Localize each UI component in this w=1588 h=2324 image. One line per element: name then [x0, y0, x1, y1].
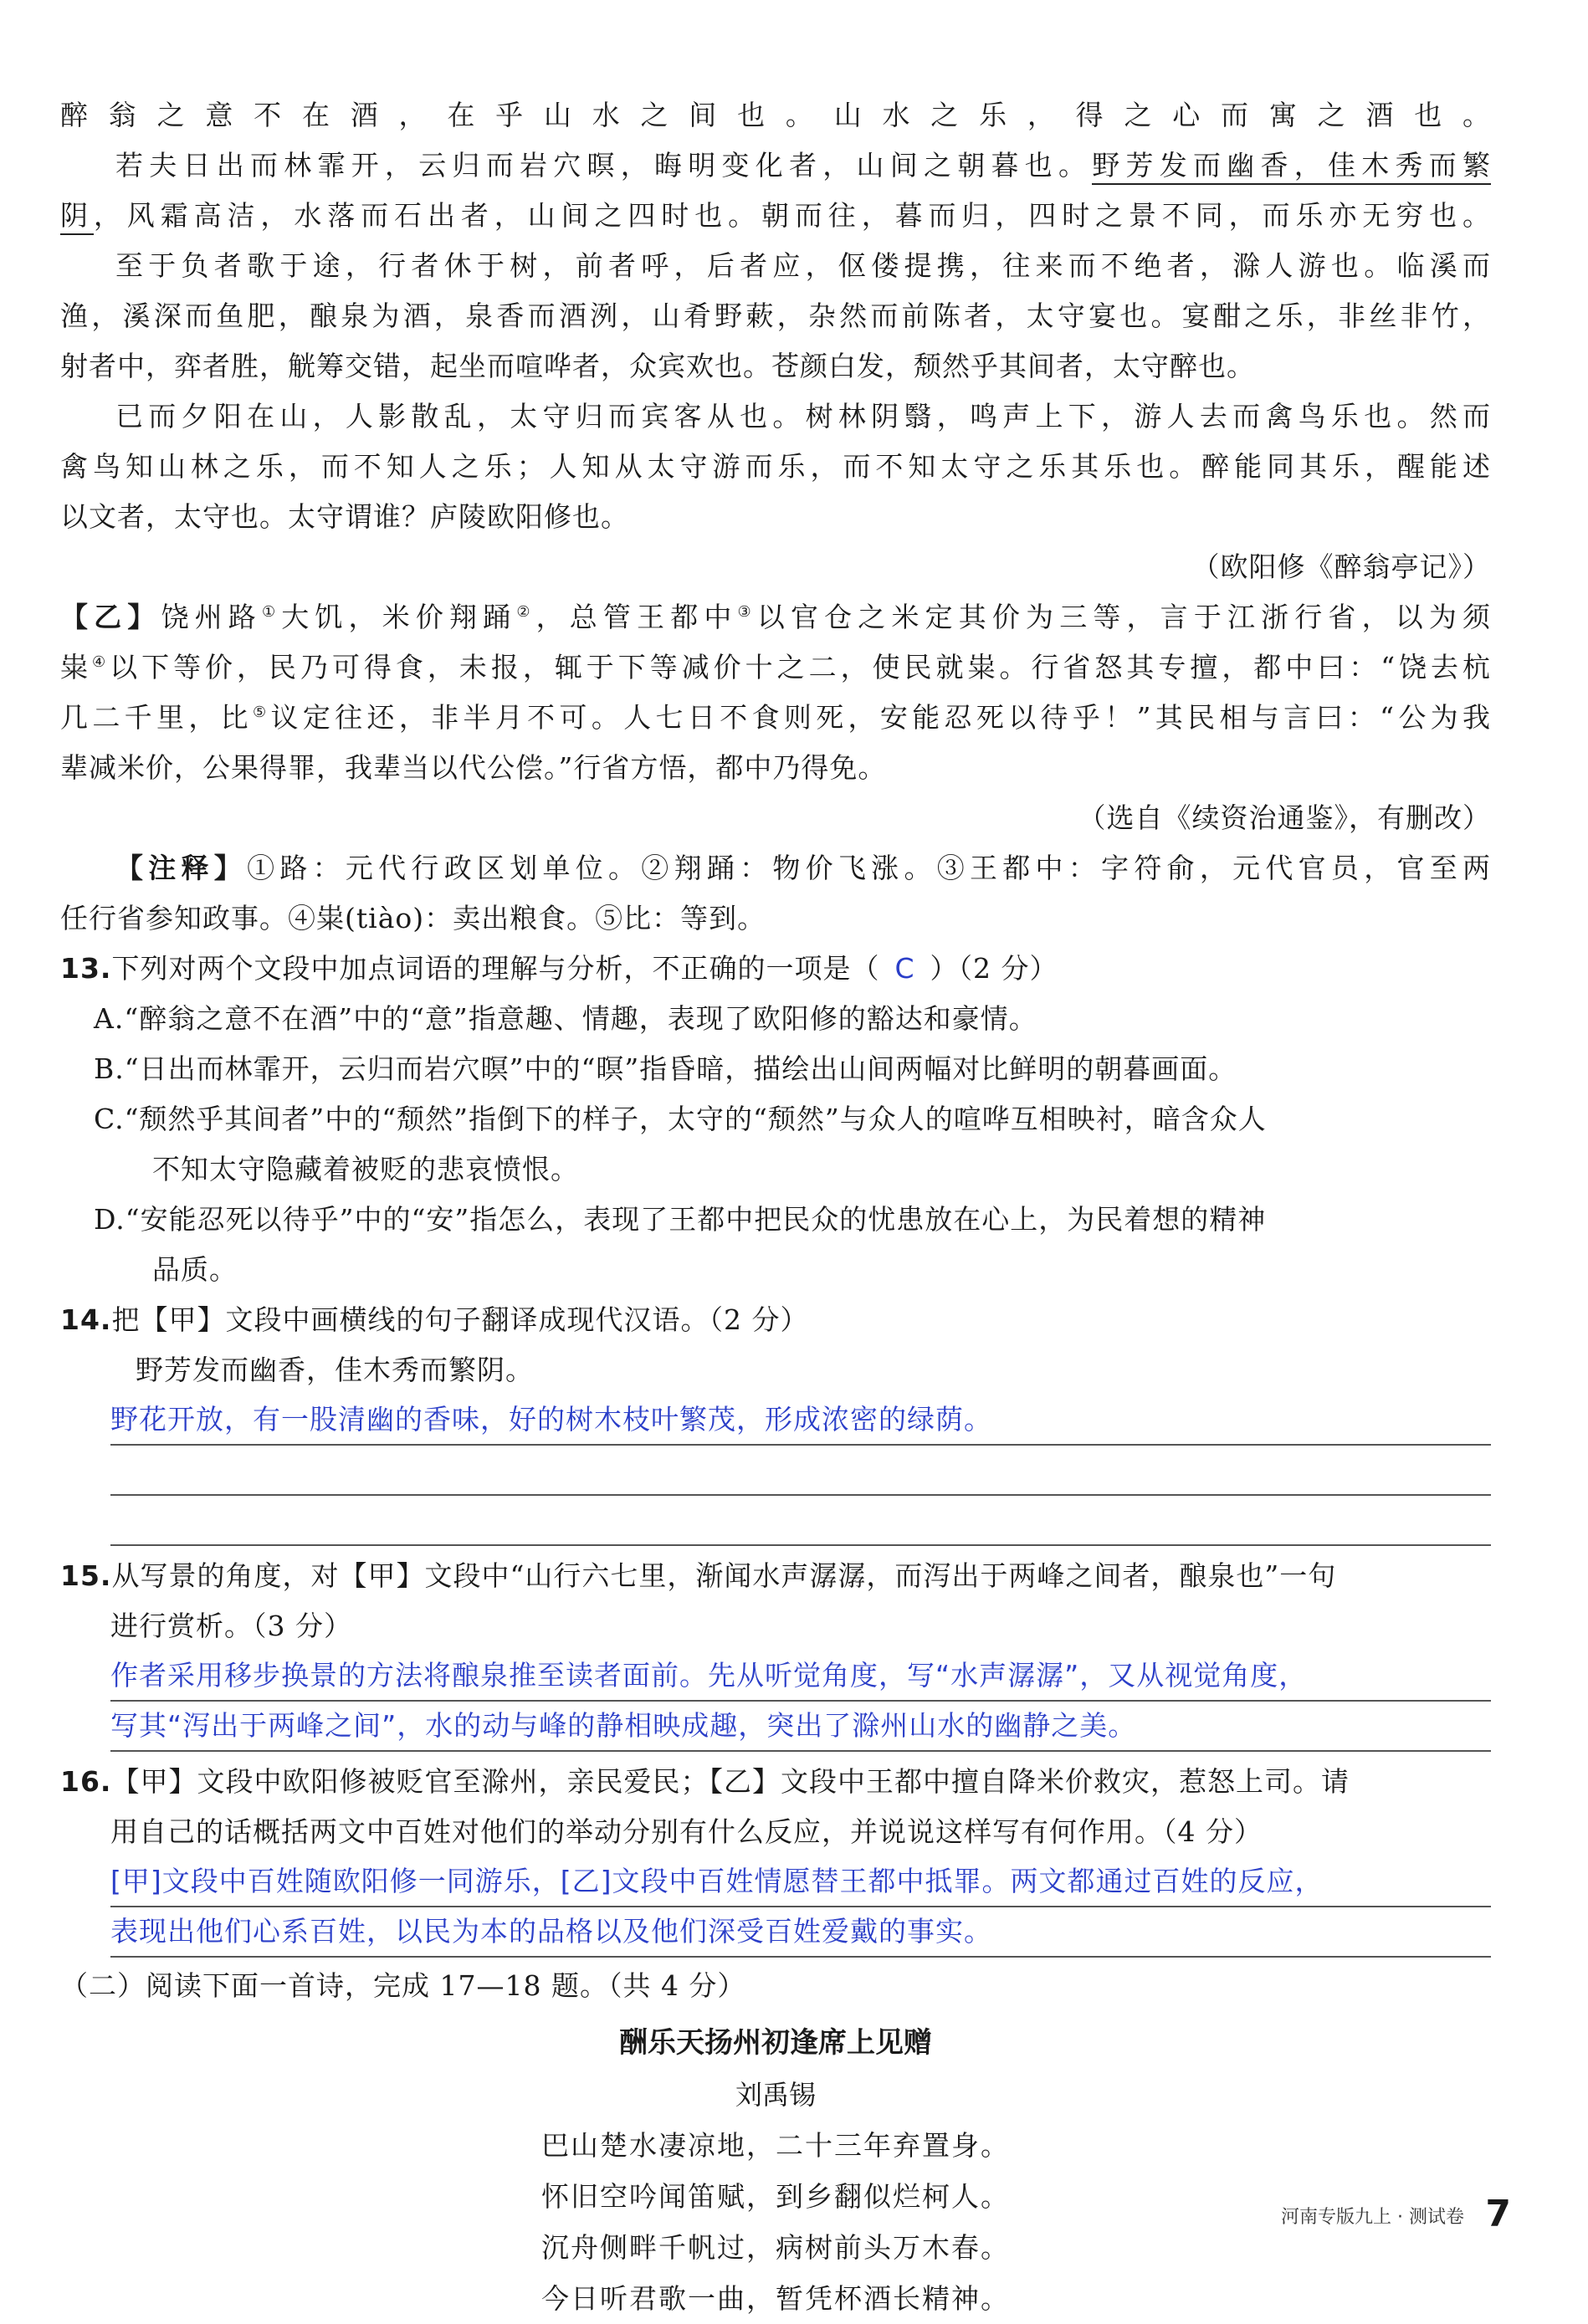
passage-a-para3-l3: 以文者，太守也。太守谓谁？庐陵欧阳修也。: [60, 500, 629, 533]
passage-b-tag: 【乙】: [60, 601, 161, 633]
page-number: 7: [1485, 2193, 1511, 2235]
footnote-marker: ⑤: [253, 704, 271, 721]
poem-author: 刘禹锡: [735, 2079, 816, 2111]
question-15: 15.从写景的角度，对【甲】文段中“山行六七里，渐闻水声潺潺，而泻出于两峰之间者，酿泉也”一句: [60, 1559, 1337, 1592]
passage-a-para2-l1: 至于负者歌于途，行者休于树，前者呼，后者应，伛偻提携，往来而不绝者，滁人游也。临溪而: [115, 249, 1491, 282]
underlined-sentence-end: 阴: [60, 199, 94, 235]
footnote-marker: ①: [261, 603, 282, 621]
section-2-heading: （二）阅读下面一首诗，完成 17—18 题。（共 4 分）: [60, 1969, 746, 2002]
option-c-cont: 不知太守隐藏着被贬的悲哀愤恨。: [152, 1153, 579, 1185]
option-b: B.“日出而林霏开，云归而岩穴暝”中的“暝”指昏暗，描绘出山间两幅对比鲜明的朝暮画面。: [94, 1052, 1237, 1085]
poem-title: 酬乐天扬州初逢席上见赠: [619, 2026, 932, 2060]
passage-a-para1-cont: 阴，风霜高洁，水落而石出者，山间之四时也。朝而往，暮而归，四时之景不同，而乐亦无穷也。: [60, 191, 1491, 241]
q14-answer-line[interactable]: [110, 1446, 1491, 1496]
q16-answer-line2[interactable]: 表现出他们心系百姓，以民为本的品格以及他们深受百姓爱戴的事实。: [110, 1907, 1491, 1958]
question-16: 16.【甲】文段中欧阳修被贬官至滁州，亲民爱民；【乙】文段中王都中擅自降米价救灾，惹怒上司。请: [60, 1765, 1350, 1798]
q15-answer-line2[interactable]: 写其“泻出于两峰之间”，水的动与峰的静相映成趣，突出了滁州山水的幽静之美。: [110, 1702, 1491, 1752]
passage-b-l2: 粜④以下等价，民乃可得食，未报，辄于下等减价十之二，使民就粜。行省怒其专擅，都中曰：“饶去杭: [60, 651, 1492, 683]
passage-a-para1: 若夫日出而林霏开，云归而岩穴暝，晦明变化者，山间之朝暮也。野芳发而幽香，佳木秀而繁: [60, 141, 1491, 191]
q14-answer[interactable]: 野花开放，有一股清幽的香味，好的树木枝叶繁茂，形成浓密的绿荫。: [110, 1395, 1491, 1446]
poem-line: 巴山楚水凄凉地，二十三年弃置身。: [541, 2129, 1010, 2162]
option-d: D.“安能忍死以待乎”中的“安”指怎么，表现了王都中把民众的忧患放在心上，为民着想的精神: [94, 1203, 1267, 1236]
passage-a-para2-l2: 渔，溪深而鱼肥，酿泉为酒，泉香而酒洌，山肴野蔌，杂然而前陈者，太守宴也。宴酣之乐，非丝非竹，: [60, 299, 1491, 332]
passage-b-l1: 【乙】饶州路①大饥，米价翔踊②，总管王都中③以官仓之米定其价为三等，言于江浙行省，以为须: [60, 601, 1492, 633]
underlined-sentence: 野芳发而幽香，佳木秀而繁: [1092, 149, 1491, 185]
poem-line: 今日听君歌一曲，暂凭杯酒长精神。: [541, 2282, 1010, 2315]
footnote-marker: ③: [737, 603, 757, 621]
q14-quote: 野芳发而幽香，佳木秀而繁阴。: [136, 1354, 534, 1386]
option-a: A.“醉翁之意不在酒”中的“意”指意趣、情趣，表现了欧阳修的豁达和豪情。: [94, 1002, 1037, 1035]
passage-b-l4: 辈减米价，公果得罪，我辈当以代公偿。”行省方悟，都中乃得免。: [60, 751, 887, 784]
edition-label: 河南专版九上 · 测试卷: [1281, 2207, 1464, 2228]
footnote-marker: ②: [516, 603, 536, 621]
question-15-cont: 进行赏析。（3 分）: [110, 1610, 352, 1642]
option-d-cont: 品质。: [152, 1253, 238, 1286]
notes-l2: 任行省参知政事。④粜(tiào)：卖出粮食。⑤比：等到。: [60, 902, 766, 934]
poem-line: 怀旧空吟闻笛赋，到乡翻似烂柯人。: [541, 2180, 1010, 2213]
passage-b-source: （选自《续资治通鉴》，有删改）: [1078, 801, 1491, 834]
question-14: 14.把【甲】文段中画横线的句子翻译成现代汉语。（2 分）: [60, 1303, 809, 1336]
exam-page: [60, 90, 1491, 2324]
passage-a-line: 醉翁之意不在酒，在乎山水之间也。山水之乐，得之心而寓之酒也。: [60, 99, 1491, 131]
passage-a-source: （欧阳修《醉翁亭记》）: [1191, 550, 1491, 583]
passage-b-l3: 几二千里，比⑤议定往还，非半月不可。人七日不食则死，安能忍死以待乎！”其民相与言曰：“公为我: [60, 701, 1492, 734]
q14-answer-line[interactable]: [110, 1496, 1491, 1546]
question-16-cont: 用自己的话概括两文中百姓对他们的举动分别有什么反应，并说说这样写有何作用。（4 分）: [110, 1815, 1263, 1848]
passage-a-para3-l2: 禽鸟知山林之乐，而不知人之乐；人知从太守游而乐，而不知太守之乐其乐也。醉能同其乐，醒能述: [60, 450, 1491, 483]
notes-label: 【注释】: [115, 852, 248, 884]
poem-line: 沉舟侧畔千帆过，病树前头万木春。: [541, 2231, 1010, 2264]
passage-a-para3-l1: 已而夕阳在山，人影散乱，太守归而宾客从也。树林阴翳，鸣声上下，游人去而禽鸟乐也。然而: [115, 400, 1491, 433]
passage-a-para2-l3: 射者中，弈者胜，觥筹交错，起坐而喧哗者，众宾欢也。苍颜白发，颓然乎其间者，太守醉也。: [60, 350, 1255, 382]
notes-l1: 【注释】①路：元代行政区划单位。②翔踊：物价飞涨。③王都中：字符俞，元代官员，官至两: [115, 852, 1492, 884]
question-13: 13.下列对两个文段中加点词语的理解与分析，不正确的一项是（ C ）（2 分）: [60, 952, 1058, 985]
footnote-marker: ④: [91, 653, 110, 671]
answer-choice: C: [894, 952, 915, 985]
q16-answer-line1[interactable]: [甲]文段中百姓随欧阳修一同游乐，[乙]文段中百姓情愿替王都中抵罪。两文都通过百姓的反应，: [110, 1857, 1491, 1907]
q15-answer-line1[interactable]: 作者采用移步换景的方法将酿泉推至读者面前。先从听觉角度，写“水声潺潺”，又从视觉角度，: [110, 1651, 1491, 1702]
option-c: C.“颓然乎其间者”中的“颓然”指倒下的样子，太守的“颓然”与众人的喧哗互相映衬，暗含众人: [94, 1103, 1267, 1135]
